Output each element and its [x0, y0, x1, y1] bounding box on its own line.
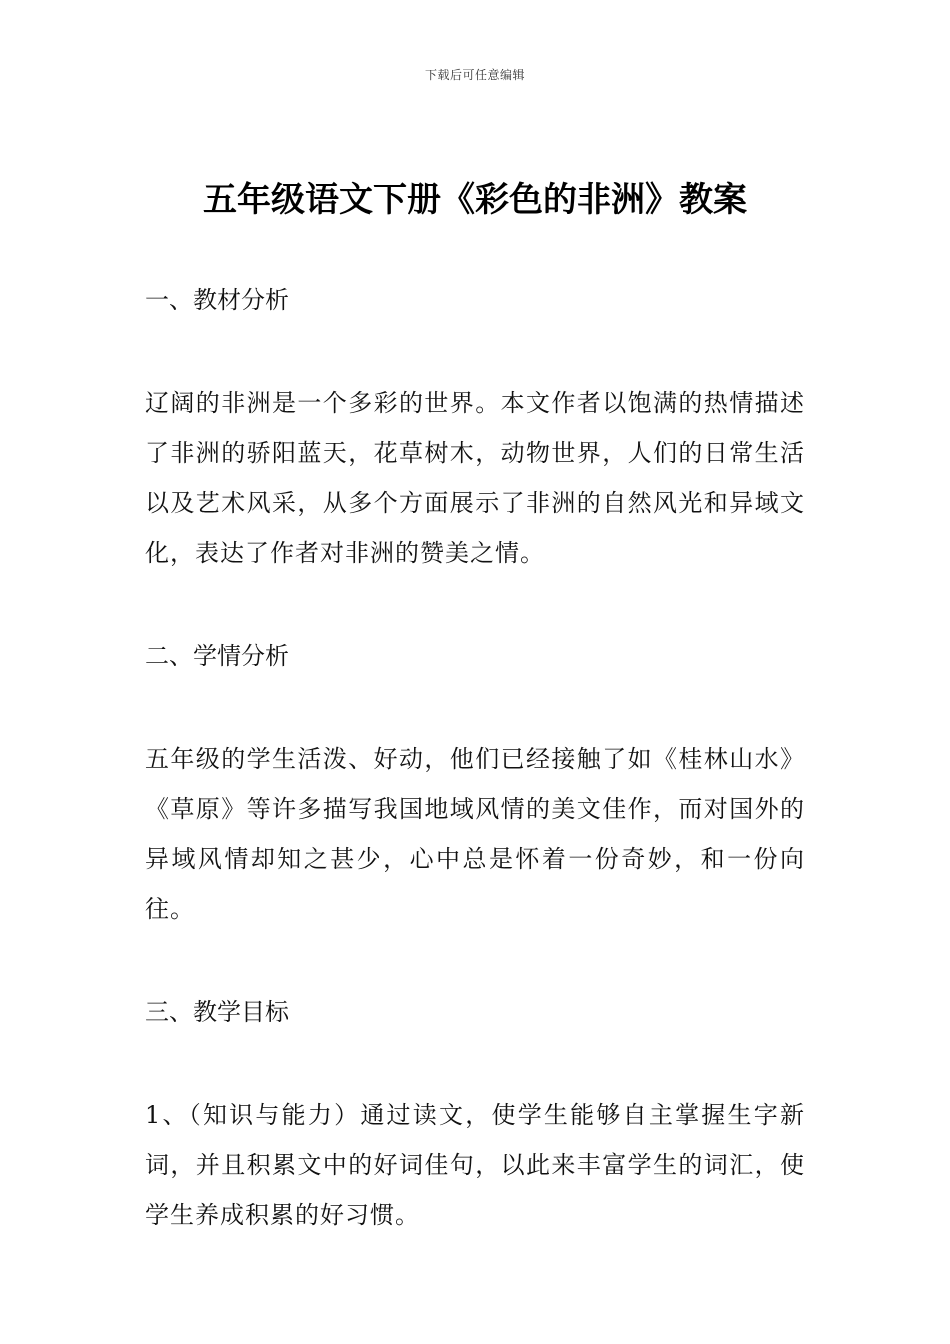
- page-title: 五年级语文下册《彩色的非洲》教案: [203, 180, 747, 220]
- section-paragraph-teaching-goals: 1、（知识与能力）通过读文，使学生能够自主掌握生字新词，并且积累文中的好词佳句，以此来丰富学生的词汇，使学生养成积累的好习惯。: [145, 1101, 805, 1229]
- section-heading-teaching-goals: 三、教学目标: [145, 998, 289, 1026]
- section-paragraph-student-analysis: 五年级的学生活泼、好动，他们已经接触了如《桂林山水》《草原》等许多描写我国地域风情的美文佳作，而对国外的异域风情却知之甚少，心中总是怀着一份奇妙，和一份向往。: [145, 745, 805, 923]
- section-heading-textbook-analysis: 一、教材分析: [145, 286, 289, 314]
- section-heading-student-analysis: 二、学情分析: [145, 642, 289, 670]
- document-body: [145, 278, 805, 1240]
- section-paragraph-textbook-analysis: 辽阔的非洲是一个多彩的世界。本文作者以饱满的热情描述了非洲的骄阳蓝天，花草树木，动物世界，人们的日常生活以及艺术风采，从多个方面展示了非洲的自然风光和异域文化，表达了作者对非洲的赞美之情。: [145, 389, 805, 567]
- header-note: 下载后可任意编辑: [424, 68, 525, 82]
